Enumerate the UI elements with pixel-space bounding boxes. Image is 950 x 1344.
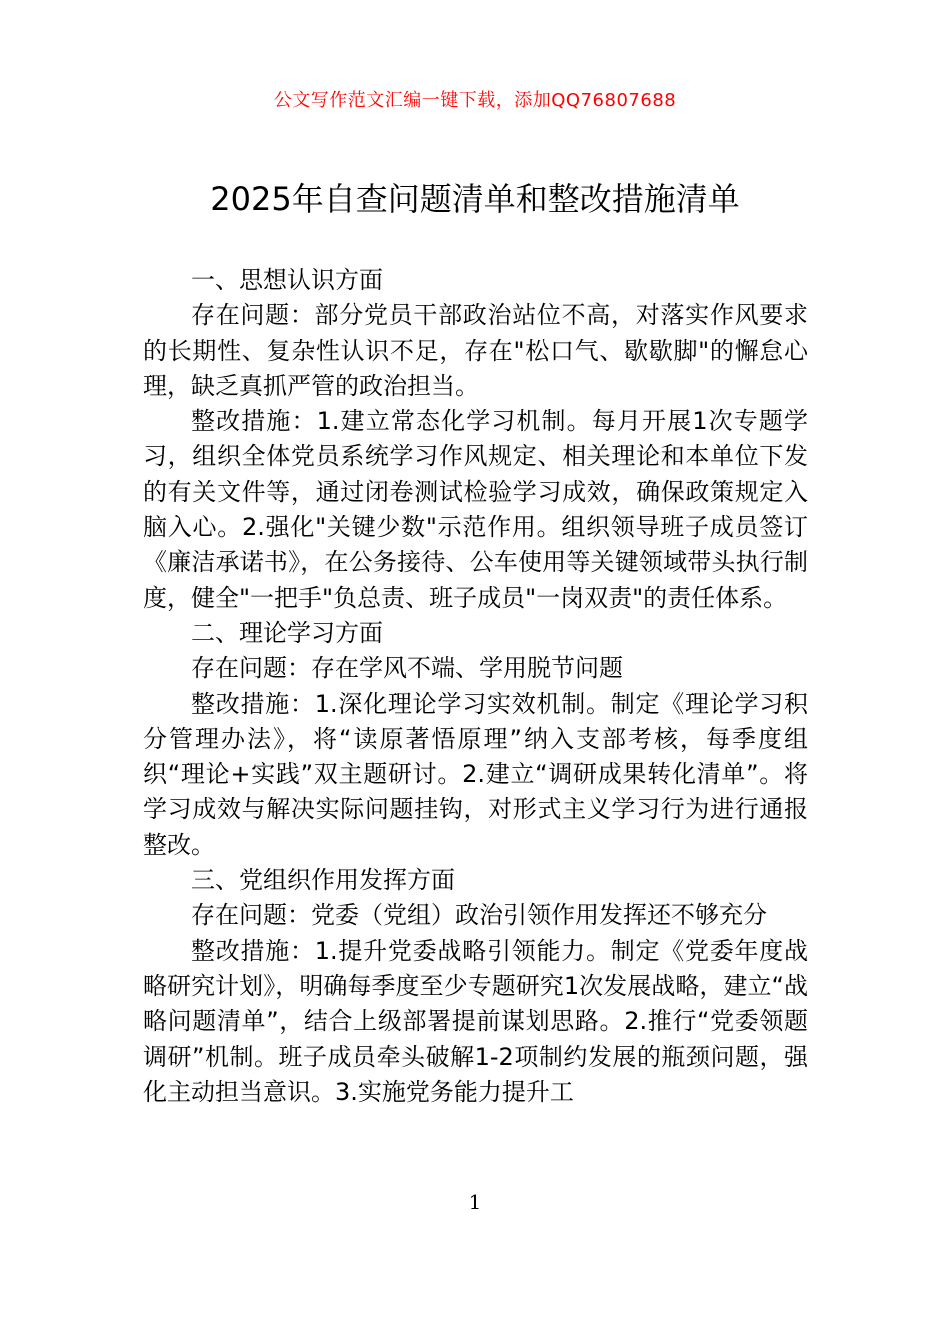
section-measures-1: 整改措施：1.建立常态化学习机制。每月开展1次专题学习，组织全体党员系统学习作风规定、相关理论和本单位下发的有关文件等，通过闭卷测试检验学习成效，确保政策规定入脑入心。2.强化"关键少数"示范作用。组织领导班子成员签订《廉洁承诺书》，在公务接待、公车使用等关键领域带头执行制度，健全"一把手"负总责、班子成员"一岗双责"的责任体系。: [143, 407, 808, 612]
section-heading-3: 三、党组织作用发挥方面: [191, 866, 455, 895]
document-title: 2025年自查问题清单和整改措施清单: [210, 180, 740, 218]
section-measures-2: 整改措施：1.深化理论学习实效机制。制定《理论学习积分管理办法》，将“读原著悟原理”纳入支部考核，每季度组织“理论+实践”双主题研讨。2.建立“调研成果转化清单”。将学习成效与解决实际问题挂钩，对形式主义学习行为进行通报整改。: [143, 689, 808, 859]
section-heading-1: 一、思想认识方面: [191, 266, 383, 294]
section-problem-3: 存在问题：党委（党组）政治引领作用发挥还不够充分: [191, 901, 767, 930]
section-problem-2: 存在问题：存在学风不端、学用脱节问题: [191, 654, 623, 683]
page-number: 1: [468, 1190, 482, 1214]
download-banner: 公文写作范文汇编一键下载，添加QQ76807688: [273, 90, 677, 111]
section-heading-2: 二、理论学习方面: [191, 618, 383, 647]
section-problem-1: 存在问题：部分党员干部政治站位不高，对落实作风要求的长期性、复杂性认识不足，存在"松口气、歇歇脚"的懈怠心理，缺乏真抓严管的政治担当。: [143, 301, 808, 400]
document-body: [143, 263, 808, 1110]
section-measures-3: 整改措施：1.提升党委战略引领能力。制定《党委年度战略研究计划》，明确每季度至少专题研究1次发展战略，建立“战略问题清单”，结合上级部署提前谋划思路。2.推行“党委领题调研”机制。班子成员牵头破解1-2项制约发展的瓶颈问题，强化主动担当意识。3.实施党务能力提升工: [143, 936, 808, 1106]
